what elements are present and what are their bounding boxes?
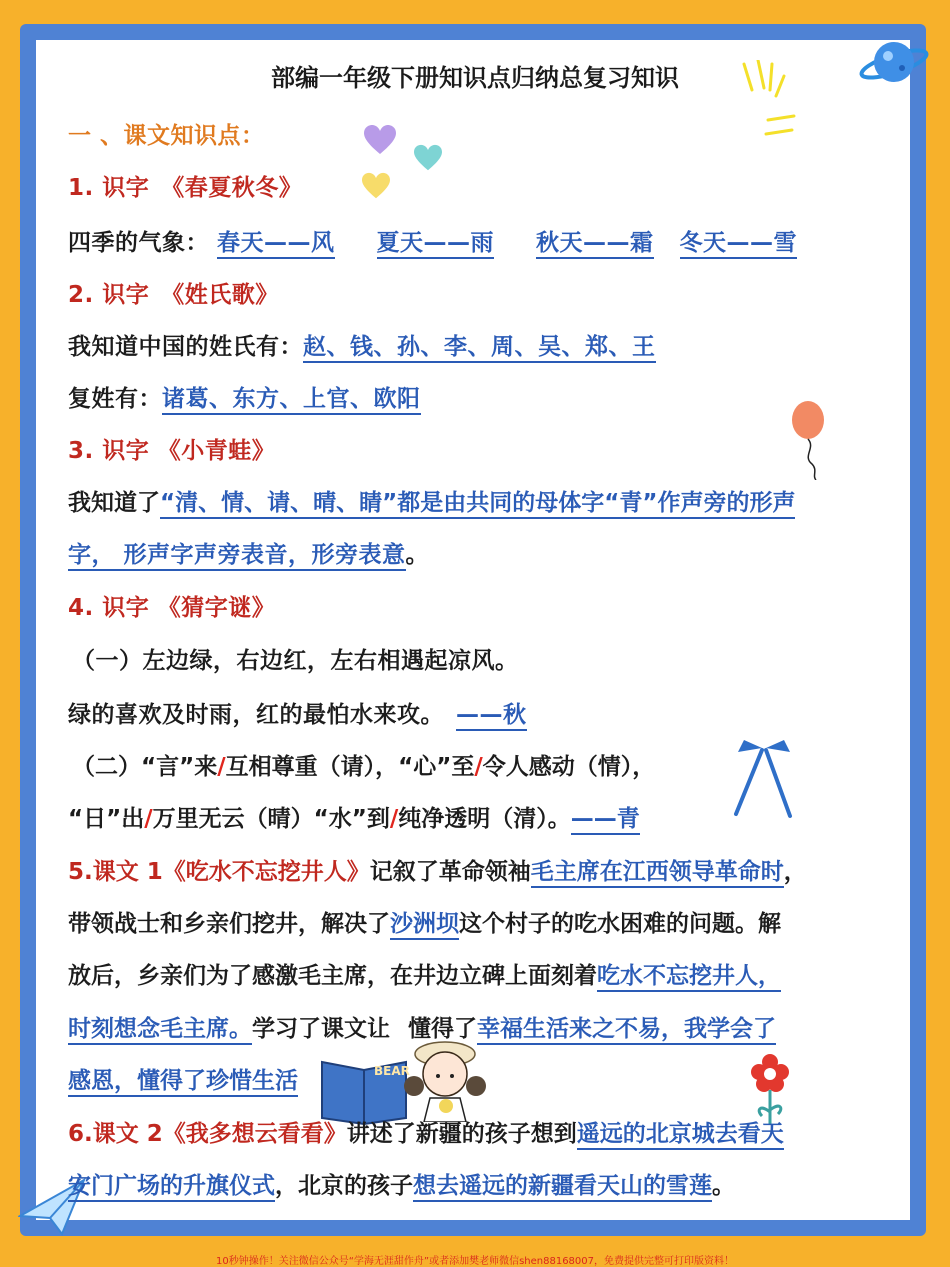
riddle2-part-a1: （二）“言”来	[72, 754, 218, 780]
lesson1-underline-1: 毛主席在江西领导革命时	[531, 859, 784, 888]
compound-surnames-line	[68, 380, 421, 413]
riddle1-line-2	[68, 696, 527, 729]
lesson1-text-4: 这个村子的吃水困难的问题。解	[459, 911, 781, 937]
lesson1-underline-3: 吃水不忘挖井人，	[597, 963, 781, 992]
lesson1-line-1	[68, 853, 807, 886]
frog-line-1	[68, 484, 795, 517]
frog-text-1: “清、情、请、晴、睛”都是由共同的母体字“青”作声旁的形声	[160, 490, 795, 519]
compound-surnames-label: 复姓有：	[68, 386, 162, 412]
riddle2-part-a3: 令人感动（情），	[482, 754, 656, 780]
purple-heart-icon	[362, 124, 398, 156]
slash-2: /	[474, 754, 483, 780]
girl-figure-icon	[402, 1036, 488, 1122]
season-summer: 夏天——雨	[377, 230, 495, 259]
lesson1-line-2	[68, 905, 781, 938]
lesson2-text-3: 。	[712, 1173, 735, 1199]
lesson1-underline-2: 沙洲坝	[390, 911, 459, 940]
slash-3: /	[144, 806, 153, 832]
riddle1-line-1: （一）左边绿，右边红，左右相遇起凉风。	[72, 648, 519, 674]
lesson2-line-1	[68, 1115, 784, 1148]
riddle1-text: 绿的喜欢及时雨，红的最怕水来攻。	[68, 702, 444, 728]
lesson1-text-5: 放后，乡亲们为了感激毛主席，在井边立碑上面刻着	[68, 963, 597, 989]
season-winter: 冬天——雪	[680, 230, 798, 259]
riddle2-part-b1: “日”出	[68, 806, 145, 832]
riddle2-line-2	[68, 800, 640, 833]
ribbon-bow-icon	[726, 734, 802, 820]
lesson1-underline-4: 时刻想念毛主席。	[68, 1016, 252, 1045]
frog-text-2: 字， 形声字声旁表音，形旁表意	[68, 542, 406, 571]
heading-riddle: 4. 识字 《猜字谜》	[68, 595, 276, 621]
lesson1-text-2: ，	[783, 859, 807, 885]
lesson2-underline-3: 想去遥远的新疆看天山的雪莲	[413, 1173, 712, 1202]
frog-prefix: 我知道了	[68, 490, 160, 516]
slash-1: /	[217, 754, 226, 780]
surnames-label: 我知道中国的姓氏有：	[68, 334, 303, 360]
footer-notice: 10秒钟操作！关注微信公众号“学海无涯甜作舟”或者添加樊老师微信shen88168007，免费提供完整可打印版资料！	[215, 1256, 735, 1267]
lesson1-text-1: 记叙了革命领袖	[369, 859, 531, 885]
heading-surname-song: 2. 识字 《姓氏歌》	[68, 282, 279, 308]
yellow-heart-icon	[360, 172, 392, 200]
slash-4: /	[389, 806, 399, 832]
book-label: BEAR	[374, 1064, 410, 1078]
seasons-label: 四季的气象：	[68, 230, 209, 256]
heading-spring-summer: 1. 识字 《春夏秋冬》	[68, 175, 303, 201]
lesson2-text-1: 讲述了新疆的孩子想到	[346, 1121, 577, 1147]
lesson1-underline-6: 感恩，懂得了珍惜生活	[68, 1068, 298, 1097]
balloon-icon	[786, 400, 834, 480]
lesson1-text-3: 带领战士和乡亲们挖井，解决了	[68, 911, 390, 937]
section-heading-lessons: 一 、课文知识点：	[68, 123, 265, 149]
lesson1-line-5	[68, 1062, 298, 1095]
lesson1-text-6: 学习了课文让	[252, 1016, 390, 1042]
lesson1-line-3	[68, 957, 781, 990]
riddle2-line-1	[72, 748, 655, 781]
page-title: 部编一年级下册知识点归纳总复习知识	[271, 64, 679, 92]
lesson2-underline-2: 安门广场的升旗仪式	[68, 1173, 275, 1202]
riddle2-part-b2: 万里无云（晴）“水”到	[152, 806, 390, 832]
lesson1-line-4	[68, 1010, 776, 1043]
frog-line-2	[68, 536, 429, 569]
frog-end: 。	[405, 542, 430, 568]
lesson2-line-2	[68, 1167, 735, 1200]
heading-little-frog: 3. 识字 《小青蛙》	[68, 438, 276, 464]
riddle2-part-b3: 纯净透明（清）。	[398, 806, 571, 832]
surnames-value: 赵、钱、孙、李、周、吴、郑、王	[303, 334, 656, 363]
lesson2-underline-1: 遥远的北京城去看天	[577, 1121, 784, 1150]
lesson1-text-7: 懂得了	[408, 1016, 477, 1042]
season-autumn: 秋天——霜	[536, 230, 654, 259]
compound-surnames-value: 诸葛、东方、上官、欧阳	[162, 386, 421, 415]
lesson1-underline-5: 幸福生活来之不易，我学会了	[477, 1016, 776, 1045]
riddle2-answer: ——青	[571, 806, 640, 835]
seasons-line	[68, 224, 797, 257]
lesson1-heading: 5.课文 1《吃水不忘挖井人》	[68, 859, 370, 885]
lesson2-heading: 6.课文 2《我多想云看看》	[68, 1121, 347, 1147]
riddle1-answer: ——秋	[456, 702, 527, 731]
girl-with-book-sticker	[318, 1036, 488, 1122]
teal-heart-icon	[412, 144, 444, 172]
riddle2-part-a2: 互相尊重（请），“心”至	[225, 754, 475, 780]
lesson2-text-2: ，北京的孩子	[275, 1173, 413, 1199]
surnames-line	[68, 328, 656, 361]
season-spring: 春天——风	[217, 230, 335, 259]
